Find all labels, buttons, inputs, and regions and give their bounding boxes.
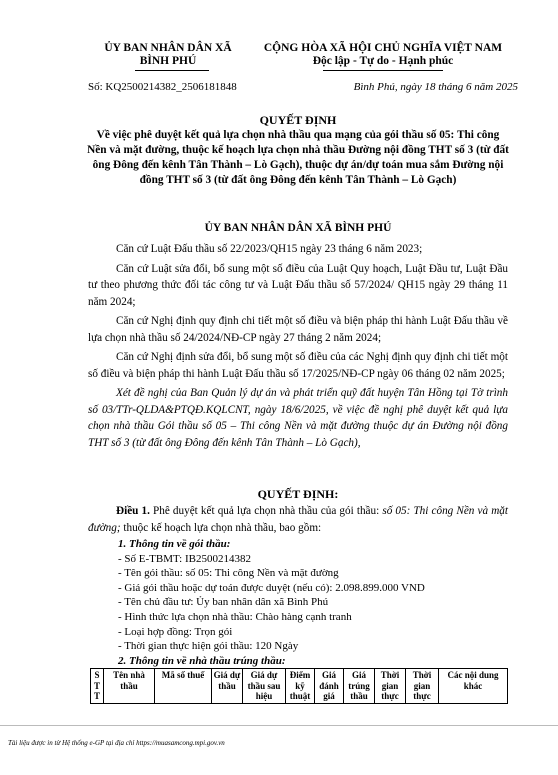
basis-3: Căn cứ Nghị định quy định chi tiết một số điều và biện pháp thi hành Luật Đấu thầu về lựa chọn nhà thầu số 24/2024/NĐ-CP ngày 27 tháng 2 năm 2024;: [88, 315, 508, 344]
doc-title: QUYẾT ĐỊNH: [259, 113, 337, 127]
package-info-section: [118, 537, 518, 668]
footer-note: Tài liệu được in từ Hệ thống e-GP tại địa chỉ https://muasamcong.mpi.gov.vn: [8, 739, 225, 747]
info-package-name: - Tên gói thầu: số 05: Thi công Nền và mặt đường: [118, 567, 339, 580]
info-investor: - Tên chủ đầu tư: Ủy ban nhân dân xã Bình Phú: [118, 596, 329, 609]
proposal: Xét đề nghị của Ban Quản lý dự án và phát triển quỹ đất huyện Tân Hồng tại Tờ trình số 03/TTr-QLDA&PTQĐ.KQLCNT, ngày 18/6/2025, về việc đề nghị phê duyệt kết quả lựa chọn nhà thầu Gói thầu số 05 – Thi công Nền và mặt đường thuộc dự án Đường nội đồng THT số 3 (từ đất ông Đông đến kênh Tân Thành – Lò Gạch),: [88, 387, 508, 449]
basis-4: Căn cứ Nghị định sửa đổi, bổ sung một số điều của các Nghị định quy định chi tiết một số điều và biện pháp thi hành Luật Đấu thầu số 17/2025/NĐ-CP ngày 06 tháng 02 năm 2025;: [88, 351, 508, 380]
decision-heading: QUYẾT ĐỊNH:: [257, 487, 339, 501]
basis-2: Căn cứ Luật sửa đổi, bổ sung một số điều của Luật Quy hoạch, Luật Đầu tư, Luật Đầu tư theo phương thức đối tác công tư và Luật Đấu thầu số 57/2024/ QH15 ngày 29 tháng 11 năm 2024;: [88, 262, 508, 308]
article-1-text-a: Phê duyệt kết quả lựa chọn nhà thầu của gói thầu:: [149, 505, 383, 517]
contractor-table: [90, 668, 508, 704]
national-motto: [248, 42, 518, 68]
motto: Độc lập - Tự do - Hạnh phúc: [312, 55, 454, 67]
table-header-row: [91, 669, 508, 704]
info-duration: - Thời gian thực hiện gói thầu: 120 Ngày: [118, 640, 299, 653]
col-other: Các nội dung khác: [439, 669, 508, 704]
info-selection-method: - Hình thức lựa chọn nhà thầu: Chào hàng cạnh tranh: [118, 610, 352, 623]
country-name: CỘNG HÒA XÃ HỘI CHỦ NGHĨA VIỆT NAM: [263, 42, 503, 54]
col-tax-code: Mã số thuế: [155, 669, 212, 704]
col-stt: S T T: [91, 669, 104, 704]
col-duration-1: Thời gian thực: [375, 669, 406, 704]
issuer-underline: [135, 70, 209, 71]
article-1: [88, 503, 508, 536]
legal-bases: [88, 241, 508, 454]
doc-number: Số: KQ2500214382_2506181848: [88, 81, 237, 93]
col-tech-score: Điểm kỹ thuật: [286, 669, 315, 704]
article-1-package: số 05: Thi công Nền và mặt đường;: [88, 505, 508, 534]
doc-subject: Về việc phê duyệt kết quả lựa chọn nhà thầu qua mạng của gói thầu số 05: Thi công Nền và mặt đường, thuộc kế hoạch lựa chọn nhà thầu Đường nội đồng THT số 3 (từ đất ông Đông đến kênh Tân Thành – Lò Gạch), thuộc dự án/dự toán mua sắm Đường nội đồng THT số 3 (từ đất ông Đông đến kênh Tân Thành – Lò Gạch): [87, 129, 509, 186]
col-award-price: Giá trúng thầu: [344, 669, 375, 704]
issuer-line2: BÌNH PHÚ: [139, 55, 197, 67]
col-duration-2: Thời gian thực: [406, 669, 439, 704]
article-1-text-b: thuộc kế hoạch lựa chọn nhà thầu, bao gồm:: [120, 521, 322, 534]
section-2-title: 2. Thông tin về nhà thầu trúng thầu:: [118, 654, 286, 667]
issuer-line1: ỦY BAN NHÂN DÂN XÃ: [104, 42, 232, 54]
info-tbmt: - Số E-TBMT: IB2500214382: [118, 552, 251, 565]
info-package-price: - Giá gói thầu hoặc dự toán được duyệt (nếu có): 2.098.899.000 VND: [118, 581, 425, 594]
info-contract-type: - Loại hợp đồng: Trọn gói: [118, 625, 233, 638]
motto-underline: [323, 70, 443, 71]
col-eval-price: Giá đánh giá: [315, 669, 344, 704]
col-contractor-name: Tên nhà thầu: [104, 669, 155, 704]
col-adjusted-bid: Giá dự thầu sau hiệu: [243, 669, 286, 704]
section-1-title: 1. Thông tin về gói thầu:: [118, 538, 231, 550]
authority-name: ỦY BAN NHÂN DÂN XÃ BÌNH PHÚ: [204, 222, 392, 234]
article-1-label: Điều 1.: [116, 505, 150, 517]
basis-1: Căn cứ Luật Đấu thầu số 22/2023/QH15 ngày 23 tháng 6 năm 2023;: [116, 243, 423, 255]
place-date: Bình Phú, ngày 18 tháng 6 năm 2025: [353, 81, 518, 93]
footer-divider: [0, 725, 558, 726]
col-bid-price: Giá dự thầu: [212, 669, 243, 704]
issuer-name: [88, 42, 248, 68]
